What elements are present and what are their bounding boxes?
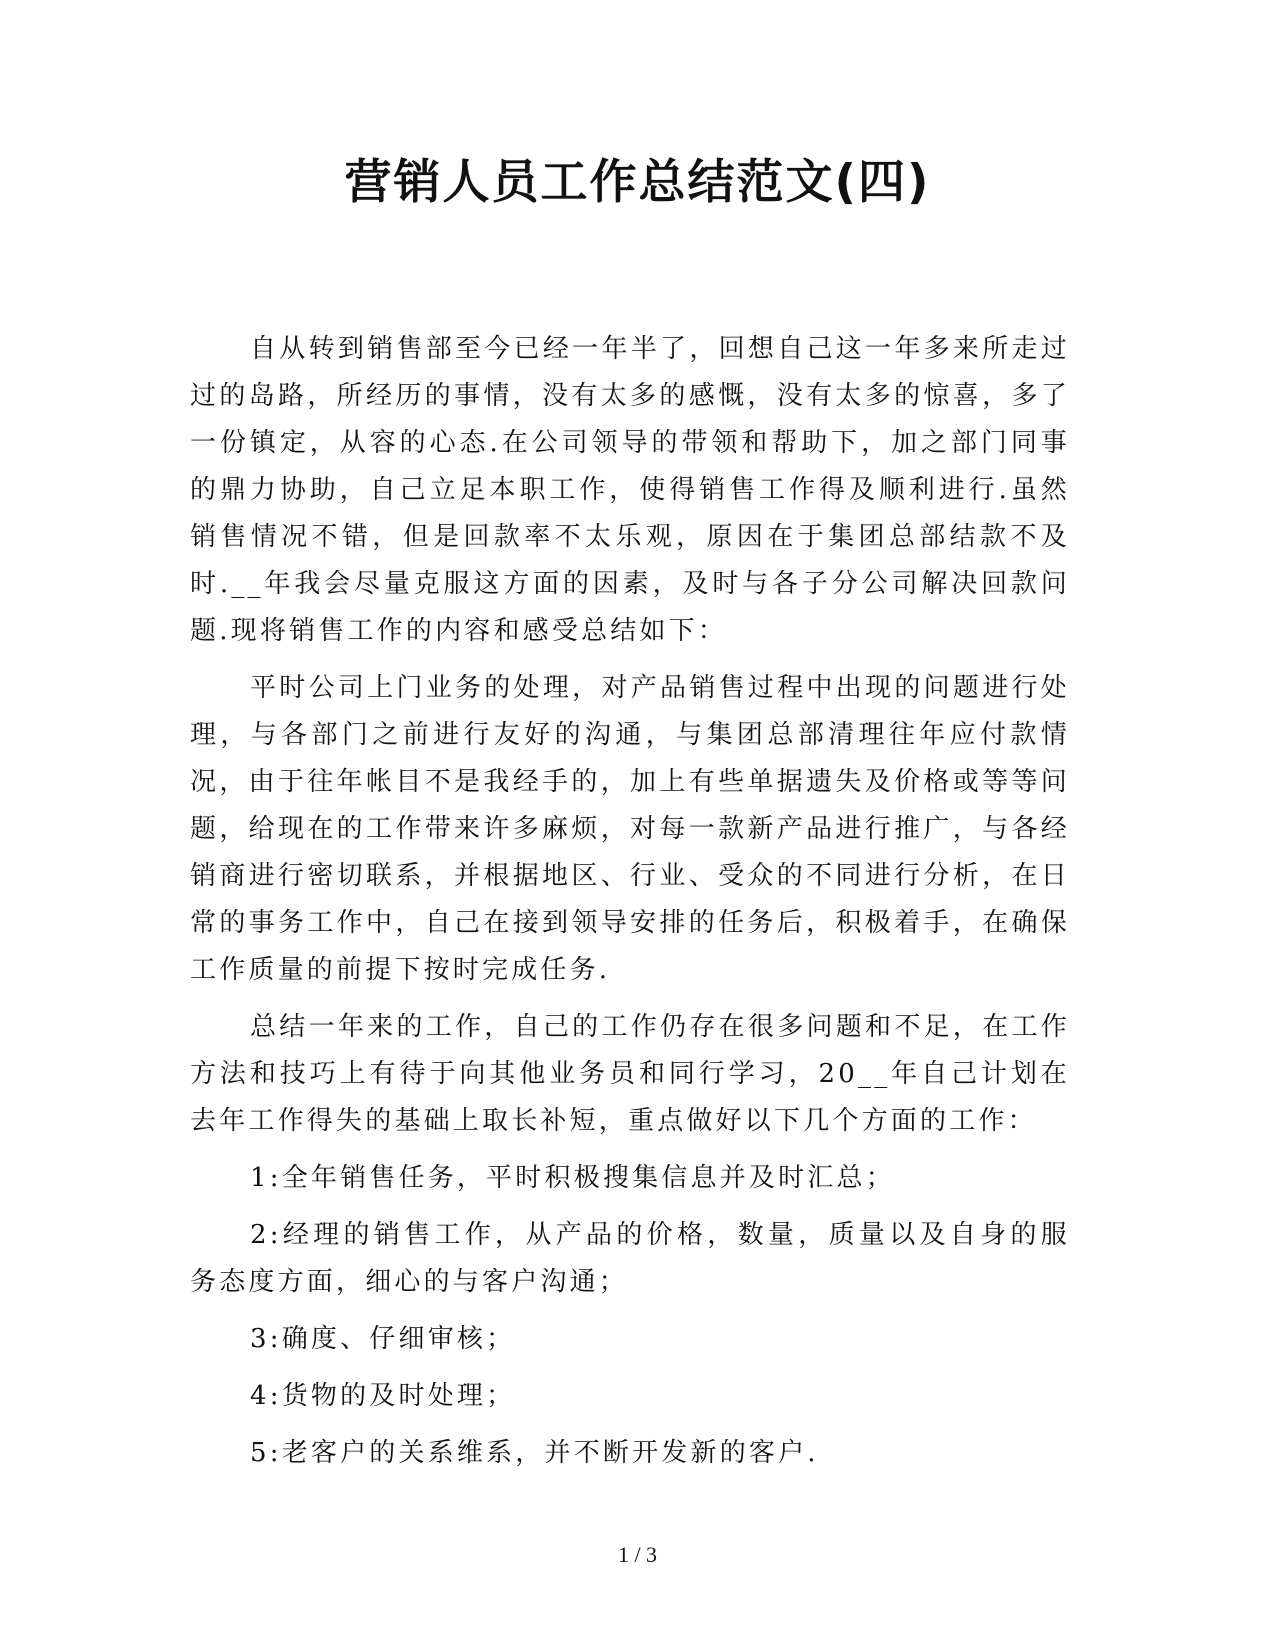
paragraph-daily-work: 平时公司上门业务的处理，对产品销售过程中出现的问题进行处理，与各部门之前进行友好的沟通，与集团总部清理往年应付款情况，由于往年帐目不是我经手的，加上有些单据遗失及价格或等等问题，给现在的工作带来许多麻烦，对每一款新产品进行推广，与各经销商进行密切联系，并根据地区、行业、受众的不同进行分析，在日常的事务工作中，自己在接到领导安排的任务后，积极着手，在确保工作质量的前提下按时完成任务. (190, 673, 1070, 985)
list-item-5: 5:老客户的关系维系，并不断开发新的客户. (250, 1438, 819, 1468)
paragraph-summary: 总结一年来的工作，自己的工作仍存在很多问题和不足，在工作方法和技巧上有待于向其他业务员和同行学习，20__年自己计划在去年工作得失的基础上取长补短，重点做好以下几个方面的工作： (190, 1012, 1070, 1136)
list-item-4: 4:货物的及时处理； (250, 1381, 516, 1411)
list-item-1: 1:全年销售任务，平时积极搜集信息并及时汇总； (250, 1163, 895, 1193)
paragraph-intro: 自从转到销售部至今已经一年半了，回想自己这一年多来所走过过的岛路，所经历的事情，没有太多的感慨，没有太多的惊喜，多了一份镇定，从容的心态.在公司领导的带领和帮助下，加之部门同事的鼎力协助，自己立足本职工作，使得销售工作得及顺利进行.虽然销售情况不错，但是回款率不太乐观，原因在于集团总部结款不及时.__年我会尽量克服这方面的因素，及时与各子分公司解决回款问题.现将销售工作的内容和感受总结如下： (190, 334, 1070, 646)
list-item-2: 2:经理的销售工作，从产品的价格，数量，质量以及自身的服务态度方面，细心的与客户沟通； (190, 1220, 1070, 1297)
list-item-3: 3:确度、仔细审核； (250, 1324, 516, 1354)
document-body (190, 326, 1070, 1487)
document-title: 营销人员工作总结范文(四) (344, 155, 931, 210)
page-number: 1 / 3 (617, 1542, 658, 1567)
